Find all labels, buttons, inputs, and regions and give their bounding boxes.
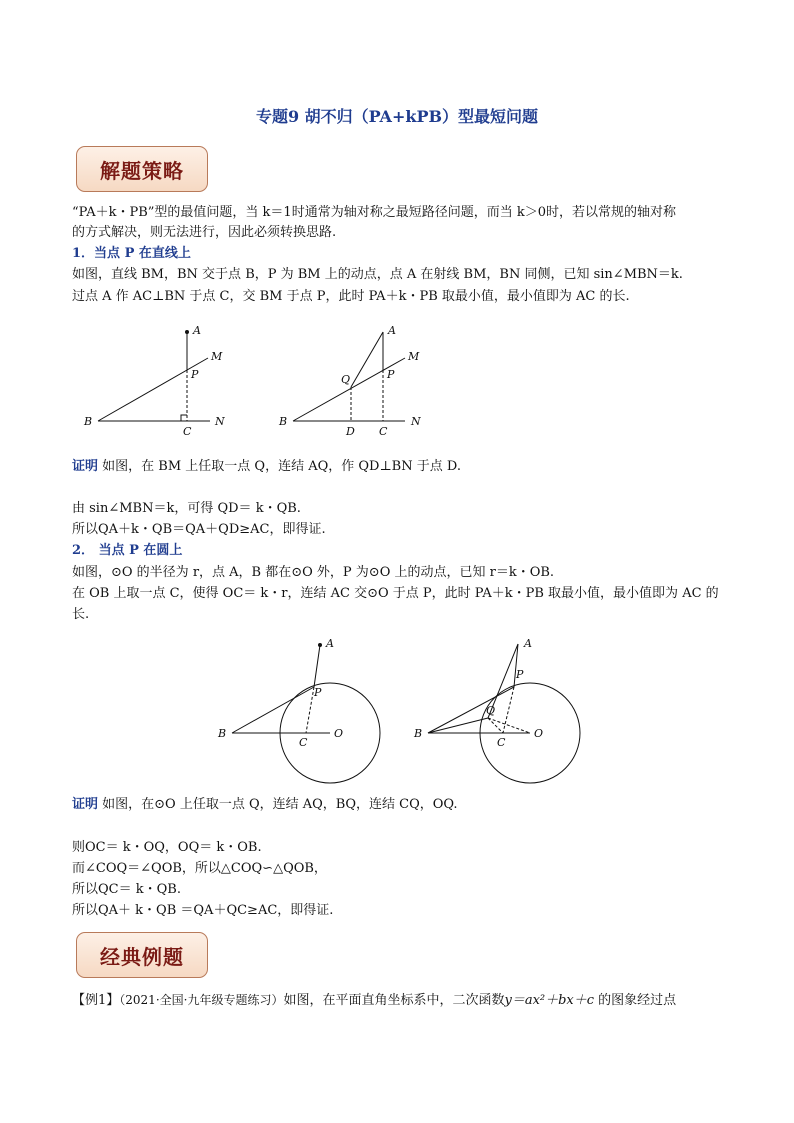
fig3-label-b: B [218, 727, 227, 740]
fig1-label-c: C [183, 425, 192, 438]
case1-heading: 1．当点 P 在直线上 [72, 246, 191, 261]
figure-circle-case-2 [210, 632, 390, 787]
case2-heading: 2． 当点 P 在圆上 [72, 543, 183, 558]
fig2-label-p: P [387, 368, 395, 381]
proof2-line-1 [72, 795, 458, 815]
proof2-line-2: 则OC＝ k・OQ，OQ＝ k・OB. [72, 840, 262, 855]
fig2-label-d: D [346, 425, 355, 438]
figure-circle-case-2-proof [408, 632, 588, 787]
fig2-label-a: A [388, 324, 396, 337]
fig1-label-b: B [84, 415, 93, 428]
proof1-line-3: 所以QA＋k・QB＝QA＋QD≥AC，即得证. [72, 522, 326, 537]
fig1-label-a: A [193, 324, 201, 337]
fig1-label-p: P [191, 368, 199, 381]
example1-line [72, 990, 676, 1011]
proof2-text: 如图，在⊙O 上任取一点 Q，连结 AQ，BQ，连结 CQ，OQ. [98, 797, 458, 812]
fig1-label-n: N [215, 415, 225, 428]
fig4-label-o: O [534, 727, 544, 740]
fig2-label-b: B [279, 415, 288, 428]
figure-line-case-1 [78, 318, 248, 443]
fig2-label-m: M [408, 350, 420, 363]
example1-source: （2021·全国·九年级专题练习） [119, 993, 284, 1007]
proof2-label: 证明 [72, 797, 99, 812]
page-title: 专题9 胡不归（PA+kPB）型最短问题 [255, 107, 539, 126]
fig4-label-a: A [524, 637, 532, 650]
proof2-line-4: 所以QC＝ k・QB. [72, 882, 181, 897]
examples-banner [76, 932, 208, 978]
proof1-label: 证明 [72, 459, 99, 474]
example1-tag: 【例1】 [72, 993, 120, 1008]
fig4-label-p: P [516, 668, 524, 681]
case2-line-3: 长. [72, 607, 90, 622]
proof1-line-2: 由 sin∠MBN＝k，可得 QD＝ k・QB. [72, 501, 301, 516]
case1-line-1: 如图，直线 BM，BN 交于点 B，P 为 BM 上的动点，点 A 在射线 BM，BN 同侧，已知 sin∠MBN＝k. [72, 267, 683, 282]
example1-text: 如图，在平面直角坐标系中，二次函数 [283, 993, 505, 1008]
proof1-text: 如图，在 BM 上任取一点 Q，连结 AQ，作 QD⊥BN 于点 D. [98, 459, 461, 474]
fig3-label-c: C [299, 736, 308, 749]
fig2-label-c: C [379, 425, 388, 438]
intro-line-2: 的方式解决，则无法进行，因此必须转换思路. [72, 225, 337, 240]
strategy-banner-label: 解题策略 [100, 158, 184, 183]
fig2-label-n: N [411, 415, 421, 428]
fig1-label-m: M [211, 350, 223, 363]
fig4-label-b: B [414, 727, 423, 740]
strategy-banner [76, 146, 208, 192]
proof1-line-1 [72, 457, 461, 477]
fig4-label-q: Q [486, 704, 496, 717]
fig3-label-o: O [334, 727, 344, 740]
fig2-label-q: Q [341, 373, 351, 386]
intro-line-1: “PA＋k・PB”型的最值问题，当 k＝1时通常为轴对称之最短路径问题，而当 k＞0时，若以常规的轴对称 [72, 205, 676, 220]
figure-line-case-1-proof [275, 318, 435, 443]
examples-banner-label: 经典例题 [100, 944, 184, 969]
proof2-line-5: 所以QA＋ k・QB ＝QA＋QC≥AC，即得证. [72, 903, 334, 918]
fig3-label-a: A [326, 637, 334, 650]
proof2-line-3: 而∠COQ＝∠QOB，所以△COQ∽△QOB， [72, 861, 327, 876]
case1-line-2: 过点 A 作 AC⊥BN 于点 C，交 BM 于点 P，此时 PA＋k・PB 取最小值，最小值即为 AC 的长. [72, 289, 630, 304]
case2-line-1: 如图，⊙O 的半径为 r，点 A，B 都在⊙O 外，P 为⊙O 上的动点，已知 r＝k・OB. [72, 565, 555, 580]
example1-formula: y＝ax²＋bx＋c [504, 993, 595, 1008]
fig4-label-c: C [497, 736, 506, 749]
fig3-label-p: P [314, 686, 322, 699]
example1-tail: 的图象经过点 [594, 993, 677, 1008]
case2-line-2: 在 OB 上取一点 C，使得 OC＝ k・r，连结 AC 交⊙O 于点 P，此时 PA＋k・PB 取最小值，最小值即为 AC 的 [72, 586, 719, 601]
